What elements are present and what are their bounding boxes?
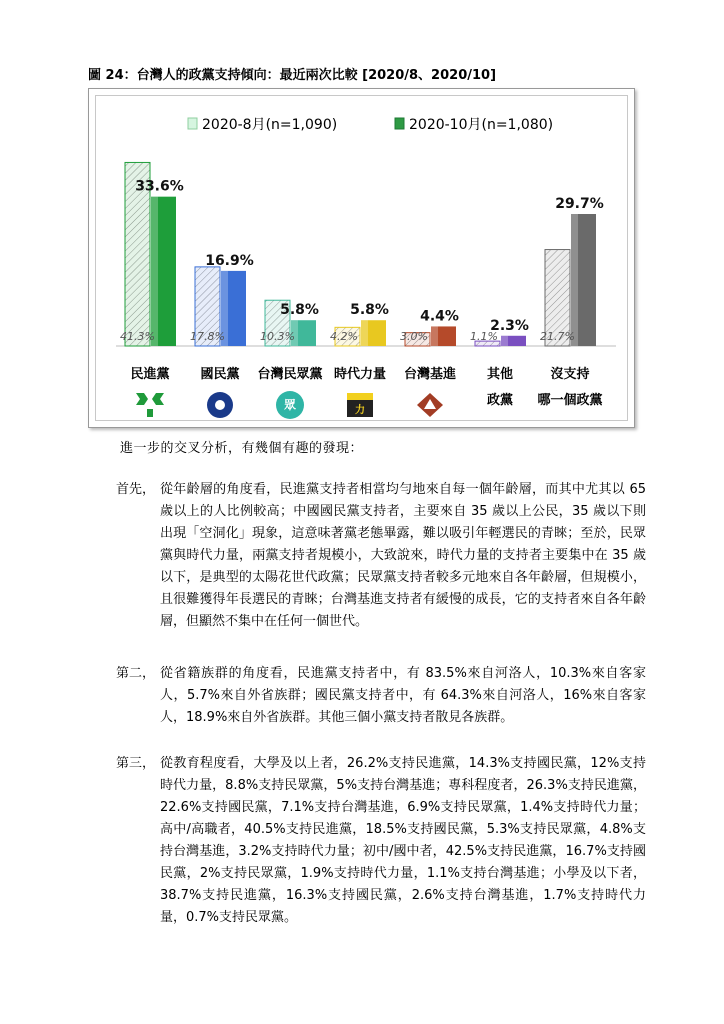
data-label-oct: 2.3% bbox=[490, 317, 529, 334]
data-label-aug: 3.0% bbox=[400, 330, 428, 343]
category-label: 其他 bbox=[486, 367, 514, 382]
bar-oct-highlight bbox=[151, 197, 158, 346]
chart-legend bbox=[188, 117, 553, 133]
category-label: 台灣基進 bbox=[403, 367, 457, 382]
figure-title: 圖 24：台灣人的政黨支持傾向：最近兩次比較 [2020/8、2020/10] bbox=[88, 68, 497, 83]
paragraph-lead: 第二， bbox=[116, 666, 156, 681]
data-label-aug: 21.7% bbox=[540, 330, 575, 343]
data-label-aug: 1.1% bbox=[470, 330, 498, 343]
category-label: 國民黨 bbox=[200, 367, 240, 382]
paragraph-first bbox=[116, 479, 646, 633]
dpp-logo-icon bbox=[136, 393, 164, 417]
paragraph-body: 從年齡層的角度看，民進黨支持者相當均勻地來自每一個年齡層，而其中尤其以 65 歲以上的人比例較高；中國國民黨支持者，主要來自 35 歲以上公民，35 歲以下則出現「空洞化」現象，這意味著黨老態畢露，難以吸引年輕選民的青睞；至於，民眾黨與時代力量，兩黨支持者規模小，大致說來，時代力量的支持者主要集中在 35 歲以下，是典型的太陽花世代政黨；民眾黨支持者較多元地來自各年齡層，但規模小，且很難獲得年長選民的青睞；台灣基進支持者有緩慢的成長，它的支持者來自各年齡層，但顯然不集中在任何一個世代。 bbox=[160, 482, 646, 629]
intro-text: 進一步的交叉分析，有幾個有趣的發現： bbox=[120, 441, 364, 456]
party-support-bar-chart bbox=[96, 96, 627, 420]
bar-oct-highlight bbox=[361, 320, 368, 346]
data-label-aug: 4.2% bbox=[330, 330, 358, 343]
chart-plot-area bbox=[95, 95, 628, 421]
npp-logo-stripe-icon bbox=[347, 393, 373, 400]
data-label-aug: 41.3% bbox=[120, 330, 155, 343]
legend-swatch-oct bbox=[395, 118, 404, 129]
data-label-oct: 16.9% bbox=[205, 252, 254, 269]
paragraph-lead: 第三， bbox=[116, 756, 156, 771]
paragraph-second bbox=[116, 663, 646, 729]
data-label-oct: 5.8% bbox=[280, 302, 319, 319]
category-label: 民進黨 bbox=[130, 367, 170, 382]
category-label: 時代力量 bbox=[333, 367, 387, 382]
npp-logo-text: 力 bbox=[355, 405, 365, 416]
paragraph-lead: 首先， bbox=[116, 482, 156, 497]
legend-label-aug: 2020-8月(n=1,090) bbox=[202, 117, 338, 133]
data-label-aug: 10.3% bbox=[260, 330, 295, 343]
data-label-oct: 33.6% bbox=[135, 178, 184, 195]
data-label-oct: 29.7% bbox=[555, 196, 604, 212]
bar-oct-highlight bbox=[501, 336, 508, 346]
category-label: 台灣民眾黨 bbox=[257, 367, 323, 382]
paragraph-body: 從教育程度看，大學及以上者，26.2%支持民進黨，14.3%支持國民黨，12%支持時代力量，8.8%支持民眾黨，5%支持台灣基進；專科程度者，26.3%支持民進黨，22.6%支持國民黨，7.1%支持台灣基進，6.9%支持民眾黨，1.4%支持時代力量；高中/高職者，40.5%支持民進黨，18.5%支持國民黨，5.3%支持民眾黨，4.8%支持台灣基進，3.2%支持時代力量；初中/國中者，42.5%支持民進黨，16.7%支持國民黨，2%支持民眾黨，1.9%支持時代力量，1.1%支持台灣基進；小學及以下者，38.7%支持民進黨，16.3%支持國民黨，2.6%支持台灣基進，1.7%支持時代力量，0.7%支持民眾黨。 bbox=[160, 756, 646, 925]
legend-swatch-aug bbox=[188, 118, 197, 129]
bar-oct-highlight bbox=[431, 326, 438, 346]
category-label-line2: 政黨 bbox=[486, 393, 514, 408]
data-label-aug: 17.8% bbox=[190, 330, 225, 343]
paragraph-body: 從省籍族群的角度看，民進黨支持者中，有 83.5%來自河洛人，10.3%來自客家人，5.7%來自外省族群；國民黨支持者中，有 64.3%來自河洛人，16%來自客家人，18.9%來自外省族群。其他三個小黨支持者散見各族群。 bbox=[160, 666, 646, 725]
bar-oct-highlight bbox=[571, 214, 578, 346]
kmt-logo-sun-icon bbox=[215, 400, 225, 410]
category-label-line2: 哪一個政黨 bbox=[537, 393, 603, 408]
data-label-oct: 4.4% bbox=[420, 308, 459, 325]
tpp-logo-text: 眾 bbox=[283, 398, 297, 412]
data-label-oct: 5.8% bbox=[350, 302, 389, 319]
category-label: 沒支持 bbox=[550, 367, 590, 382]
chart-frame bbox=[88, 88, 635, 428]
paragraph-third bbox=[116, 753, 646, 929]
legend-label-oct: 2020-10月(n=1,080) bbox=[409, 117, 554, 133]
